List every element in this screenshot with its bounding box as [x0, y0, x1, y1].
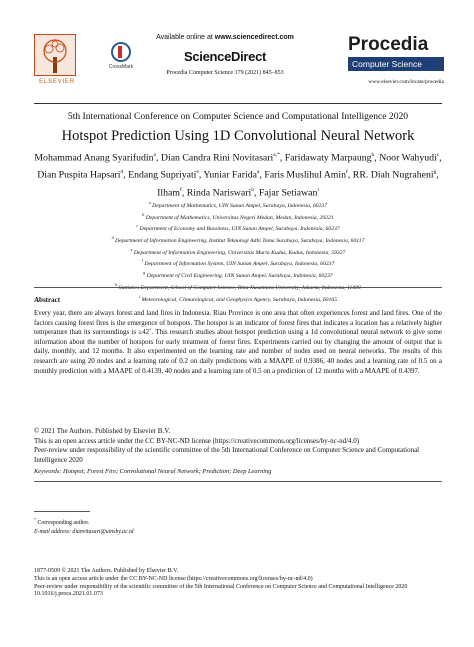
- crossmark-badge[interactable]: [107, 42, 135, 76]
- copyright-line: © 2021 The Authors. Published by Elsevier B.V.: [34, 427, 171, 435]
- affiliation-item: [34, 293, 442, 305]
- keywords-rule: [34, 481, 442, 482]
- affiliation-item: [34, 234, 442, 246]
- paper-title: Hotspot Prediction Using 1D Convolutional Neural Network: [61, 128, 415, 144]
- author-list: [34, 148, 442, 200]
- author-separator: ,: [155, 152, 161, 164]
- author-name: Fajar Setiawan: [258, 186, 318, 198]
- author-separator: ,: [374, 152, 380, 164]
- author-name: Yuniar Farida: [203, 169, 258, 181]
- author-separator: ,: [439, 152, 442, 164]
- affiliation-text: Department of Mathematics, Universitas Negeri Medan, Medan, Indonesia, 20221: [145, 214, 334, 221]
- crossmark-icon: [111, 42, 131, 62]
- affiliation-mark: f: [141, 258, 143, 264]
- corresponding-author-label: Corresponding author.: [37, 519, 90, 526]
- affiliation-text: Department of Information Engineering, Universitas Muria Kudus, Kudus, Indonesia, 59327: [133, 249, 346, 256]
- author-name: Noor Wahyudi: [379, 152, 437, 164]
- author-affiliation-mark: b: [371, 152, 375, 158]
- author-separator: ,: [436, 169, 439, 181]
- author-name: Dian Puspita Hapsari: [37, 169, 121, 181]
- bottom-peer-review-line: Peer-review under responsibility of the scientific committee of the 5th International Conference on Computer Science and Computational Intelligence 2020: [34, 583, 408, 590]
- computer-science-band: Computer Science: [348, 57, 444, 71]
- doi-link[interactable]: 10.1016/j.procs.2021.01.073: [34, 591, 103, 598]
- keywords: Keywords: Hotspot; Forest Fire; Convolutional Neural Network; Prediction; Deep Learning: [34, 468, 272, 475]
- author-separator: ,: [181, 186, 187, 198]
- affiliation-item: [34, 211, 442, 223]
- journal-reference: Procedia Computer Science 179 (2021) 845–853: [166, 70, 284, 76]
- peer-review-line: Peer-review under responsibility of the scientific committee of the 5th International Conference on Computer Science and Computational Intelligence 2020: [34, 446, 420, 464]
- copyright-block: [34, 427, 442, 465]
- procedia-wordmark: Procedia: [348, 34, 429, 55]
- author-name: Ilham: [157, 186, 180, 198]
- email-text: E-mail address: dianvitasari@uinsby.ac.id: [34, 528, 134, 535]
- affiliation-item: [34, 222, 442, 234]
- author-affiliation-mark: d: [120, 169, 124, 176]
- author-affiliation-mark: e: [196, 169, 199, 176]
- corresponding-author-line: [34, 515, 442, 528]
- affiliation-item: [34, 246, 442, 258]
- affiliation-list: [34, 199, 442, 304]
- author-affiliation-mark: a: [257, 169, 260, 176]
- author-affiliation-mark: f: [179, 186, 182, 193]
- affiliation-mark: h: [115, 281, 118, 287]
- header-rule: [34, 103, 442, 104]
- author-name: Faridawaty Marpaung: [284, 152, 372, 164]
- affiliation-item: [34, 269, 442, 281]
- conference-name: 5th International Conference on Computer Science and Computational Intelligence 2020: [67, 111, 409, 122]
- affiliation-mark: a: [148, 200, 151, 205]
- author-affiliation-mark: h: [251, 186, 254, 193]
- issn-line: 1877-0509 © 2021 The Authors. Published by Elsevier B.V.: [34, 568, 179, 574]
- license-line[interactable]: This is an open access article under the CC BY-NC-ND license (https://creativecommons.org/licenses/by-nc-nd/4.0): [34, 436, 360, 445]
- affiliation-mark: c: [136, 223, 139, 229]
- affiliation-text: Statistics Department, School of Computer Science, Bina Nusantara University, Jakarta, Indonesia, 11480: [118, 284, 361, 291]
- footnote-mark: *: [34, 517, 36, 522]
- elsevier-wordmark: ELSEVIER: [39, 79, 75, 85]
- affiliation-mark: g: [143, 270, 146, 276]
- affiliation-text: Department of Economy and Bussiness, UIN Sunan Ampel, Surabaya, Indonesia, 60237: [139, 226, 340, 233]
- sciencedirect-logo: ScienceDirect: [183, 49, 267, 64]
- crossmark-label: CrossMark: [108, 64, 134, 70]
- bottom-license-line[interactable]: This is an open access article under the CC BY-NC-ND license (https://creativecommons.org/licenses/by-nc-nd/4.0): [34, 575, 313, 582]
- author-affiliation-mark: a,*: [273, 152, 280, 158]
- author-name: Mohammad Anang Syarifudin: [34, 152, 154, 164]
- author-separator: ,: [253, 186, 259, 198]
- affiliation-mark: i: [138, 293, 141, 299]
- affiliation-item: [34, 199, 442, 211]
- author-name: Endang Supriyati: [128, 169, 197, 181]
- author-name: Dian Candra Rini Novitasari: [160, 152, 274, 164]
- author-name: RR. Diah Nugraheni: [352, 169, 434, 181]
- abstract-top-rule: [34, 287, 442, 288]
- author-separator: ,: [279, 152, 285, 164]
- procedia-logo: [348, 34, 444, 85]
- affiliation-mark: b: [142, 211, 145, 217]
- author-affiliation-mark: i: [317, 186, 319, 193]
- author-affiliation-mark: c: [436, 152, 440, 158]
- abstract-text: Every year, there are always forest and land fires in Indonesia. Riau Province is one area that often experiences forest and land fires. One of the factors causing forest fires is the emergence of hotspots. The hotspot is an indicator of forest fires that indicates a location has a relatively higher temperature than its surroundings is ≥42˚. This research studies about hotspot prediction using a 1d convolutional neural network to give some information about the number of hotspots for early treatment of forest fires. Experiments carried out by changing the amount of output that is daily, monthly, and 12 months. It also experimented on the learning rate and number of nodes used on neural networks. The results of this research are using 20 nodes and a learning rate of 0.2 on daily predictions with a MAAPE of 0.9386, 40 nodes and a learning rate of 0.5 on a monthly prediction with a MAAPE of 0.4139, 40 nodes and a learning rate of 0.5 on a prediction of 12 months with a MAAPE of 0.4397.: [34, 309, 442, 375]
- author-separator: ,: [198, 169, 204, 181]
- elsevier-tree-icon: [34, 34, 76, 76]
- affiliation-text: Department of Information Engineering, Institut Teknologi Adhi Tama Surabaya, Surabaya, Indonesia, 60117: [114, 237, 365, 244]
- available-prefix: Available online at: [156, 34, 215, 41]
- bottom-notice: [34, 568, 442, 599]
- journal-header: [34, 34, 444, 98]
- author-affiliation-mark: g: [433, 169, 437, 176]
- author-name: Faris Muslihul Amin: [264, 169, 347, 181]
- author-name: Rinda Nariswari: [186, 186, 252, 198]
- corresponding-footnote: [34, 515, 442, 537]
- elsevier-logo: [34, 34, 80, 92]
- corresponding-email[interactable]: [34, 528, 442, 537]
- author-separator: ,: [259, 169, 265, 181]
- author-separator: ,: [123, 169, 129, 181]
- affiliation-text: Department of Information System, UIN Sunan Ampel, Surabaya, Indonesia, 60237: [144, 261, 335, 268]
- author-separator: ,: [347, 169, 353, 181]
- available-online: [140, 34, 310, 41]
- affiliation-text: Meteorological, Climatological, and Geophysics Agency, Surabaya, Indonesia, 60165: [141, 296, 338, 303]
- author-affiliation-mark: a: [153, 152, 156, 158]
- affiliation-text: Department of Civil Engineering, UIN Sunan Ampel, Surabaya, Indonesia, 60237: [146, 273, 333, 280]
- sciencedirect-url-link[interactable]: www.sciencedirect.com: [214, 34, 294, 41]
- header-center: [140, 34, 310, 76]
- affiliation-mark: e: [130, 246, 133, 252]
- affiliation-mark: d: [111, 235, 114, 241]
- abstract-heading: Abstract: [34, 296, 61, 304]
- affiliation-item: [34, 257, 442, 269]
- affiliation-text: Department of Mathematics, UIN Sunan Ampel, Surabaya, Indonesia, 60237: [152, 202, 328, 209]
- author-affiliation-mark: f: [346, 169, 348, 176]
- footnote-rule: [34, 511, 90, 512]
- journal-url-link[interactable]: www.elsevier.com/locate/procedia: [368, 79, 444, 85]
